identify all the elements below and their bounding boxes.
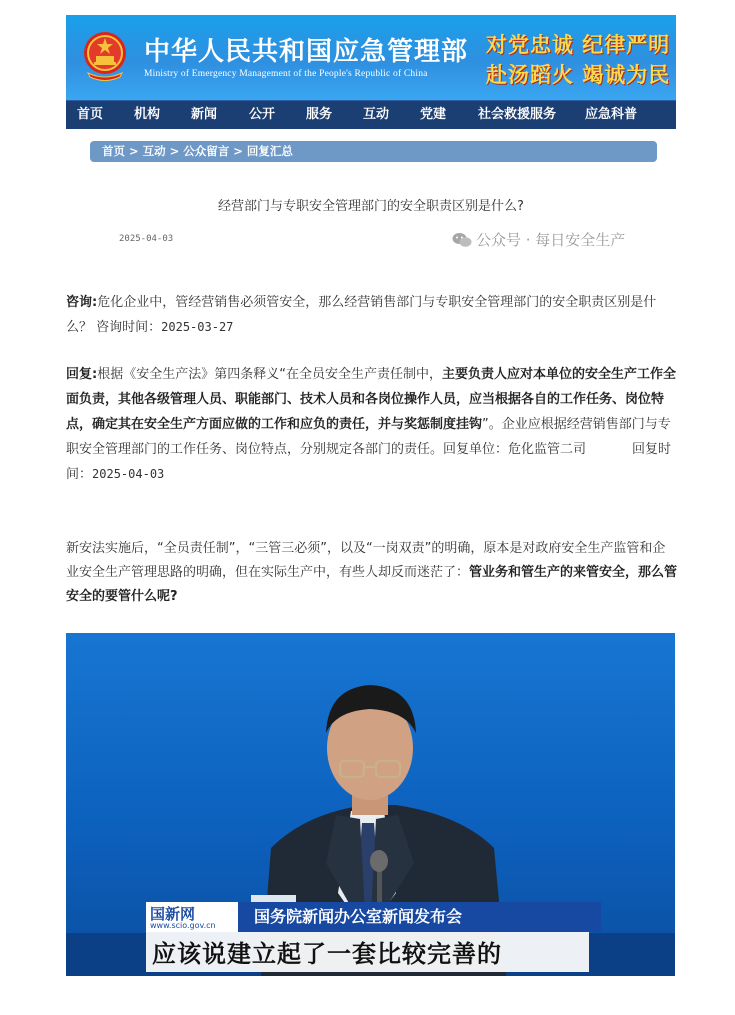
breadcrumb-interaction[interactable]: 互动: [142, 144, 166, 158]
reply-time: 2025-04-03: [92, 467, 165, 481]
inquiry-time-label: 咨询时间：: [96, 320, 162, 335]
press-conference-image: [66, 633, 675, 976]
reply-unit-label: 回复单位：: [443, 442, 509, 457]
reply-time-label: 回复时间：: [66, 442, 672, 482]
slogan-line-2: 赴汤蹈火 竭诚为民: [486, 62, 671, 87]
intro-paragraph: [66, 537, 678, 609]
caption-title: 国务院新闻办公室新闻发布会: [254, 907, 463, 926]
site-title-en: Ministry of Emergency Management of the People's Republic of China: [144, 69, 428, 79]
breadcrumb-messages[interactable]: 公众留言: [183, 144, 230, 158]
reply-text-end: ”。企业应根据经营销售部门与专职安全管理部门的工作任务、岗位特点，分别规定各部门的责任。: [66, 417, 671, 457]
nav-item-party[interactable]: 党建: [420, 107, 447, 122]
nav-item-public[interactable]: 公开: [249, 107, 276, 122]
reply-label: 回复:: [66, 367, 98, 382]
national-emblem-icon: [82, 29, 128, 83]
subtitle-text: 应该说建立起了一套比较完善的: [152, 940, 502, 968]
breadcrumb: [90, 141, 657, 162]
breadcrumb-home[interactable]: 首页: [102, 144, 125, 158]
watermark-text: 公众号 · 每日安全生产: [476, 231, 626, 249]
reply-paragraph: [66, 362, 678, 487]
wechat-icon: [452, 232, 472, 248]
inquiry-paragraph: [66, 290, 678, 340]
site-nav: [66, 100, 676, 129]
inquiry-text: 危化企业中，管经营销售必须管安全，那么经营销售部门与专职安全管理部门的安全职责区别是什么？: [66, 295, 657, 335]
slogan-line-1: 对党忠诚 纪律严明: [486, 32, 671, 57]
wechat-watermark: [452, 229, 625, 250]
intro-text: 新安法实施后，“全员责任制”，“三管三必须”，以及“一岗双责”的明确，原本是对政府安全生产监管和企业安全生产管理思路的明确，但在实际生产中，有些人却反而迷茫了：: [66, 541, 666, 580]
subtitle-bar: [146, 932, 589, 972]
inquiry-time: 2025-03-27: [161, 320, 234, 334]
question-date: 2025-04-03: [119, 234, 174, 244]
scio-logo: [146, 902, 238, 932]
breadcrumb-separator: >: [169, 144, 180, 158]
inquiry-label: 咨询:: [66, 295, 98, 310]
caption-bar: [146, 902, 601, 932]
site-banner: [66, 15, 676, 100]
breadcrumb-separator: >: [129, 144, 139, 158]
breadcrumb-separator: >: [233, 144, 243, 158]
site-title-cn: 中华人民共和国应急管理部: [144, 37, 469, 67]
reply-unit: 危化监管二司: [508, 442, 587, 457]
nav-item-news[interactable]: 新闻: [191, 107, 218, 122]
intro-question: 管业务和管生产的来管安全，那么管安全的要管什么呢?: [66, 565, 678, 604]
nav-item-rescue-services[interactable]: 社会救援服务: [478, 107, 557, 122]
reply-text-start: 根据《安全生产法》第四条释义“在全员安全生产责任制中，: [97, 367, 442, 382]
ministry-page-screenshot: [66, 15, 676, 265]
reply-text-emphasis: 主要负责人应对本单位的安全生产工作全面负责，其他各级管理人员、职能部门、技术人员和各岗位操作人员，应当根据各自的工作任务、岗位特点，确定其在安全生产方面应做的工作和应负的责任，并与奖惩制度挂钩: [66, 367, 676, 432]
nav-item-services[interactable]: 服务: [306, 107, 333, 122]
nav-item-home[interactable]: 首页: [77, 107, 104, 122]
scio-logo-text: 国新网: [150, 905, 196, 923]
nav-item-organization[interactable]: 机构: [134, 107, 161, 122]
question-title: 经营部门与专职安全管理部门的安全职责区别是什么?: [218, 199, 524, 214]
scio-logo-url: www.scio.gov.cn: [150, 921, 216, 930]
nav-item-interaction[interactable]: 互动: [363, 107, 390, 122]
breadcrumb-reply-summary[interactable]: 回复汇总: [246, 144, 293, 158]
nav-item-science[interactable]: 应急科普: [585, 107, 638, 122]
